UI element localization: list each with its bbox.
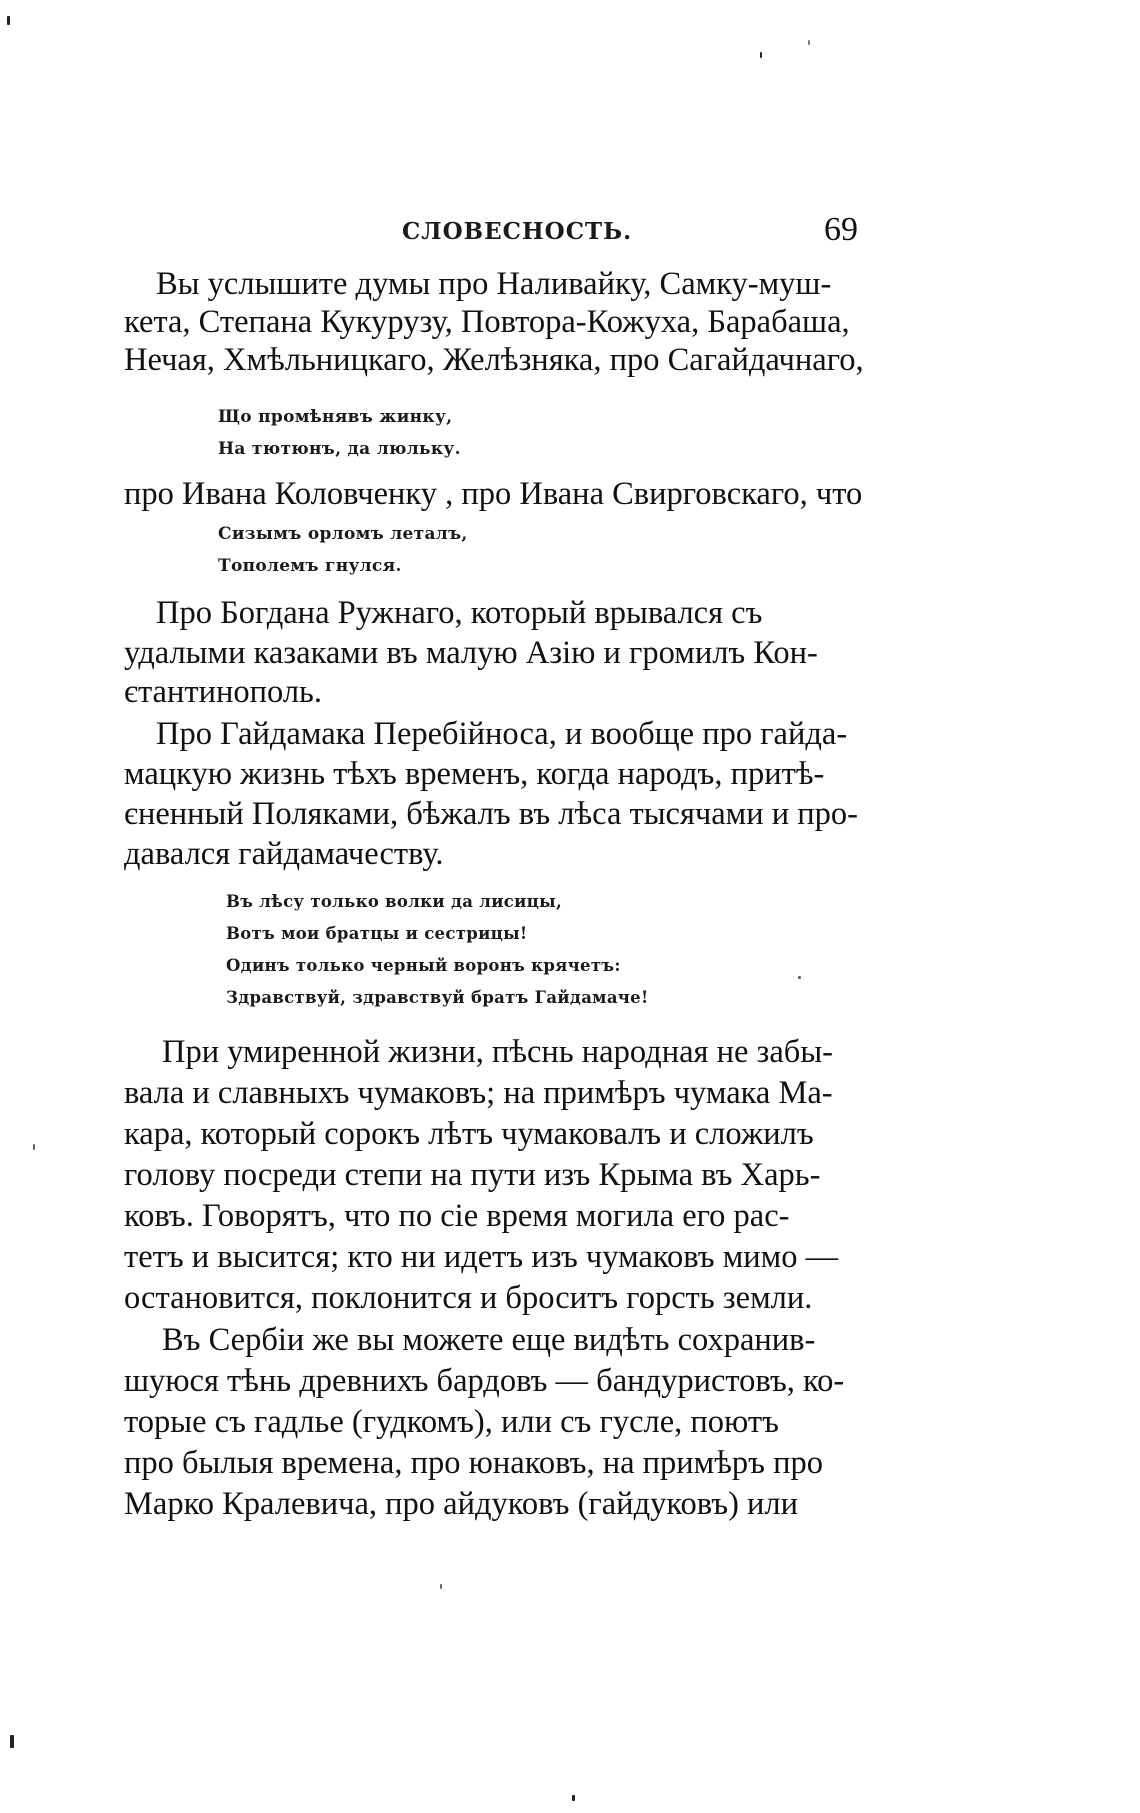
text-line: єненный Поляками, бѣжалъ въ лѣса тысячами и про-: [124, 796, 858, 832]
text-line: про Ивана Коловченку , про Ивана Свирговскаго, что: [124, 476, 863, 512]
scan-speck: [7, 16, 10, 25]
text-line: торые съ гадлье (гудкомъ), или съ гусле, поютъ: [124, 1404, 779, 1440]
page-header: [124, 211, 864, 254]
text-line: Про Гайдамака Перебійноса, и вообще про гайда-: [156, 716, 848, 752]
scan-speck: [10, 1735, 14, 1748]
verse-line: На тютюнъ, да люльку.: [218, 439, 461, 459]
text-line: кара, который сорокъ лѣтъ чумаковалъ и сложилъ: [124, 1116, 814, 1152]
text-line: єтантинополь.: [124, 674, 322, 710]
text-line: тетъ и высится; кто ни идетъ изъ чумаковъ мимо —: [124, 1239, 839, 1275]
scan-speck: [808, 40, 810, 45]
text-line: При умиренной жизни, пѣснь народная не забы-: [162, 1034, 833, 1070]
verse-line: Вотъ мои братцы и сестрицы!: [226, 924, 528, 943]
verse-line: Здравствуй, здравствуй братъ Гайдамаче!: [226, 988, 649, 1007]
text-line: остановится, поклонится и броситъ горсть земли.: [124, 1280, 813, 1316]
text-line: про былыя времена, про юнаковъ, на примѣръ про: [124, 1445, 823, 1481]
text-line: удалыми казаками въ малую Азію и громилъ Кон-: [124, 635, 818, 671]
verse-line: Въ лѣсу только волки да лисицы,: [226, 892, 563, 911]
text-line: вала и славныхъ чумаковъ; на примѣръ чумака Ма-: [124, 1075, 833, 1111]
text-line: голову посреди степи на пути изъ Крыма въ Харь-: [124, 1157, 821, 1193]
scan-speck: [760, 52, 762, 58]
verse-line: Сизымъ орломъ леталъ,: [218, 524, 468, 544]
text-line: кета, Степана Кукурузу, Повтора-Кожуха, Барабаша,: [124, 304, 850, 340]
text-line: Нечая, Хмѣльницкаго, Желѣзняка, про Сагайдачнаго,: [124, 342, 864, 378]
scan-speck: [798, 976, 801, 979]
text-line: Марко Кралевича, про айдуковъ (гайдуковъ) или: [124, 1486, 799, 1522]
page-number: 69: [824, 211, 858, 248]
text-line: давался гайдамачеству.: [124, 836, 444, 872]
verse-line: Тополемъ гнулся.: [218, 556, 402, 576]
scan-speck: [440, 1584, 442, 1589]
text-line: ковъ. Говорятъ, что по сіе время могила его рас-: [124, 1198, 790, 1234]
text-line: шуюся тѣнь древнихъ бардовъ — бандуристовъ, ко-: [124, 1363, 845, 1399]
text-line: Про Богдана Ружнаго, который врывался съ: [156, 595, 763, 631]
text-line: Въ Сербіи же вы можете еще видѣть сохранив-: [162, 1322, 816, 1358]
scan-speck: [572, 1795, 575, 1801]
text-line: мацкую жизнь тѣхъ временъ, когда народъ, притѣ-: [124, 756, 825, 792]
text-line: Вы услышите думы про Наливайку, Самку-муш-: [156, 266, 832, 302]
scan-speck: [33, 1144, 35, 1150]
running-title: СЛОВЕСНОСТЬ.: [402, 218, 633, 245]
verse-line: Що промѣнявъ жинку,: [218, 407, 453, 427]
verse-line: Одинъ только черный воронъ крячетъ:: [226, 956, 621, 975]
